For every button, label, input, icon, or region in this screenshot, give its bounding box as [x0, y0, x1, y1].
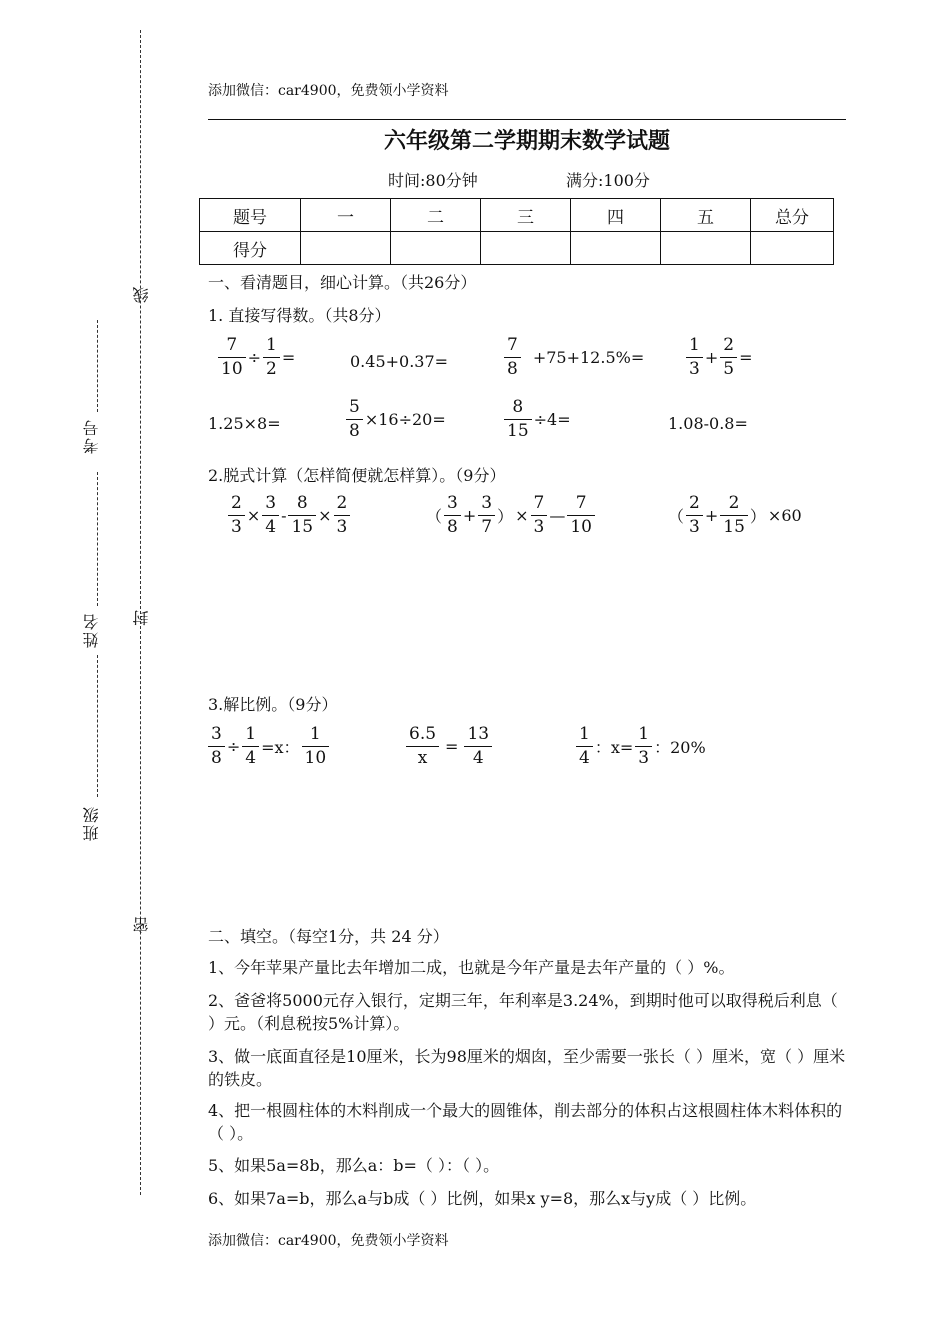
q1-item-a — [218, 336, 295, 378]
operator: + — [462, 505, 477, 525]
q1-item-b: 0.45+0.37= — [350, 352, 449, 371]
q1-title: 1. 直接写得数。（共8分） — [208, 306, 391, 325]
fraction: $\frac{8}{15}$ — [288, 494, 316, 536]
name-fill-line[interactable] — [97, 472, 98, 606]
fraction: $\frac{7}{8}$ — [504, 336, 521, 378]
fill-item-4: 4、把一根圆柱体的木料削成一个最大的圆锥体，削去部分的体积占这根圆柱体木料体积的（ ）。 — [208, 1101, 843, 1143]
exam-time: 时间:80分钟 — [388, 171, 478, 190]
q1-item-f — [346, 398, 446, 440]
q3-item-c — [576, 725, 706, 767]
header-cell: 二 — [391, 199, 481, 232]
fraction: $\frac{1}{4}$ — [242, 725, 259, 767]
q1-item-d — [686, 336, 752, 378]
expr-rest: ÷4= — [533, 409, 571, 429]
score-cell[interactable] — [391, 232, 481, 265]
fill-item-6: 6、如果7a=b，那么a与b成（ ）比例，如果x y=8，那么x与y成（ ）比例。 — [208, 1189, 757, 1208]
class-label: 班级 — [82, 805, 101, 841]
operator: ÷ — [247, 347, 262, 367]
q1-item-c — [504, 336, 644, 378]
footer-note: 添加微信：car4900，免费领小学资料 — [208, 1233, 449, 1249]
score-table-score-row — [200, 232, 834, 265]
paren: （ — [668, 506, 685, 526]
score-cell[interactable] — [751, 232, 834, 265]
full-score: 满分:100分 — [566, 171, 650, 190]
fraction: $\frac{2}{3}$ — [228, 494, 245, 536]
header-cell: 五 — [661, 199, 751, 232]
operator: + — [704, 505, 719, 525]
fraction: $\frac{8}{15}$ — [504, 398, 532, 440]
fraction: $\frac{7}{10}$ — [567, 494, 595, 536]
operator: × — [515, 505, 529, 525]
paren: （ — [426, 506, 443, 526]
operator: =x： — [261, 737, 300, 757]
expr-rest: +75+12.5%= — [532, 347, 645, 367]
fraction: $\frac{2}{3}$ — [334, 494, 351, 536]
exam-no-fill-line[interactable] — [97, 320, 98, 412]
q2-item-a — [228, 494, 350, 536]
fraction: $\frac{6.5}{x}$ — [406, 725, 439, 767]
fill-item-5: 5、如果5a=8b，那么a：b=（ ）：（ ）。 — [208, 1156, 500, 1175]
header-cell: 题号 — [200, 199, 301, 232]
fill-item-2: 2、爸爸将5000元存入银行，定期三年，年利率是3.24%，到期时他可以取得税后利息（ ）元。（利息税按5%计算）。 — [208, 991, 838, 1033]
score-cell[interactable] — [301, 232, 391, 265]
q1-item-e: 1.25×8= — [208, 414, 281, 433]
q1-item-g — [504, 398, 571, 440]
score-table-header-row — [200, 199, 834, 232]
fraction: $\frac{1}{2}$ — [263, 336, 280, 378]
paren: ） — [749, 506, 766, 526]
equals: = — [281, 347, 296, 367]
score-table — [199, 198, 834, 265]
header-cell: 一 — [301, 199, 391, 232]
row-label-cell: 得分 — [200, 232, 301, 265]
header-cell: 四 — [571, 199, 661, 232]
section1-title: 一、看清题目，细心计算。（共26分） — [208, 273, 477, 292]
q3-item-a — [208, 725, 329, 767]
header-cell: 总分 — [751, 199, 834, 232]
exam-no-label: 考号 — [82, 418, 101, 454]
operator: - — [281, 505, 287, 525]
score-cell[interactable] — [571, 232, 661, 265]
fraction: $\frac{2}{15}$ — [720, 494, 748, 536]
header-cell: 三 — [481, 199, 571, 232]
paren: ） — [497, 506, 514, 526]
fraction: $\frac{1}{3}$ — [635, 725, 652, 767]
binding-seal-char: 封 — [132, 608, 151, 626]
fraction: $\frac{5}{8}$ — [346, 398, 363, 440]
operator: × — [318, 505, 332, 525]
q3-item-b — [406, 725, 492, 767]
expr-rest: ×16÷20= — [364, 409, 446, 429]
class-fill-line[interactable] — [97, 655, 98, 797]
header-rule — [208, 119, 846, 120]
q2-title: 2.脱式计算（怎样简便就怎样算）。（9分） — [208, 466, 506, 485]
expr-rest: ：20% — [654, 737, 706, 757]
operator: — — [549, 505, 566, 525]
equals: = — [739, 347, 753, 367]
fill-item-1: 1、今年苹果产量比去年增加二成，也就是今年产量是去年产量的（ ）%。 — [208, 958, 735, 977]
fraction: $\frac{2}{3}$ — [686, 494, 703, 536]
score-cell[interactable] — [481, 232, 571, 265]
operator: + — [704, 347, 719, 367]
q1-item-h: 1.08-0.8= — [668, 414, 748, 433]
name-label: 姓名 — [82, 612, 101, 648]
fraction: $\frac{7}{3}$ — [531, 494, 548, 536]
fraction: $\frac{1}{3}$ — [686, 336, 703, 378]
q2-item-c — [668, 494, 802, 536]
fill-item-3: 3、做一底面直径是10厘米，长为98厘米的烟囱，至少需要一张长（ ）厘米，宽（ ）厘米的铁皮。 — [208, 1047, 846, 1089]
binding-line-char: 线 — [132, 285, 151, 303]
fraction: $\frac{3}{8}$ — [208, 725, 225, 767]
operator: ÷ — [226, 736, 241, 756]
binding-secret-char: 密 — [132, 915, 151, 933]
header-note: 添加微信：car4900，免费领小学资料 — [208, 83, 449, 99]
operator: ：x= — [594, 737, 634, 757]
fraction: $\frac{13}{4}$ — [464, 725, 492, 767]
fraction: $\frac{7}{10}$ — [218, 336, 246, 378]
fraction: $\frac{3}{4}$ — [262, 494, 279, 536]
page-title: 六年级第二学期期末数学试题 — [383, 128, 670, 154]
fraction: $\frac{1}{4}$ — [576, 725, 593, 767]
fraction: $\frac{3}{8}$ — [444, 494, 461, 536]
fraction: $\frac{1}{10}$ — [302, 725, 330, 767]
section2-title: 二、填空。（每空1分，共 24 分） — [208, 927, 449, 946]
operator: × — [246, 505, 261, 525]
q2-item-b — [426, 494, 595, 536]
q3-title: 3.解比例。（9分） — [208, 695, 338, 714]
expr-rest: ×60 — [767, 505, 802, 525]
fraction: $\frac{3}{7}$ — [478, 494, 495, 536]
equals: = — [445, 736, 459, 756]
score-cell[interactable] — [661, 232, 751, 265]
fraction: $\frac{2}{5}$ — [720, 336, 737, 378]
